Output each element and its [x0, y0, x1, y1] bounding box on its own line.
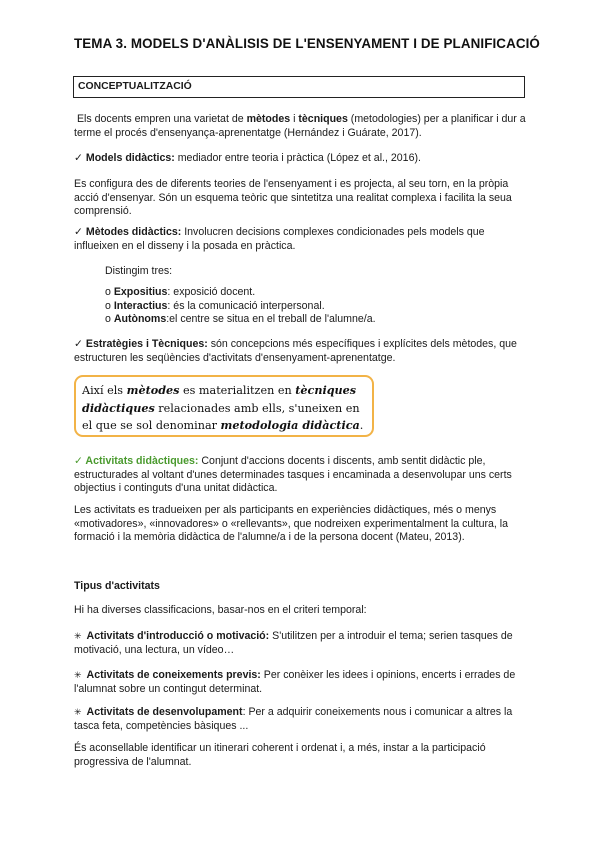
page-title: TEMA 3. MODELS D'ANÀLISIS DE L'ENSENYAMENT I DE PLANIFICACIÓ: [74, 36, 540, 51]
list-item-desc: : exposició docent.: [167, 286, 256, 298]
list-item-name: Autònoms: [113, 313, 167, 326]
callout-text: [82, 382, 372, 435]
callout-text-1: Així els: [82, 384, 127, 397]
distingim-label: Distingim tres:: [105, 265, 173, 277]
tipus-text: S'utilitzen per a introduir el tema; serien tasques de motivació, una lectura, un vídeo…: [74, 630, 513, 656]
tipus-label: Activitats de coneixements previs:: [86, 669, 261, 681]
intro-paragraph: [74, 113, 526, 140]
callout-text-3: relacionades amb ells, s'uneixen en el que se sol denominar: [82, 401, 360, 432]
models-paragraph: [74, 152, 526, 166]
estrategies-label: Estratègies i Tècniques:: [85, 338, 208, 350]
activitats-description: Les activitats es tradueixen per als participants en experiències didàctiques, més o menys «motivadores», «innovadores» o «rellevants», que nodreixen experimentalment la cultura, la formació i la memòria didàctica de l'alumne/a i de la persona docent (Mateu, 2013).: [74, 504, 509, 544]
section-box: [73, 76, 525, 98]
list-bullet: o: [105, 313, 114, 326]
metodes-text: Involucren decisions complexes condicionades pels models que influeixen en el disseny i la posada en pràctica.: [74, 226, 485, 252]
star-bullet-icon: ✳: [74, 670, 82, 680]
check-icon: ✓: [74, 226, 83, 238]
activitats-text: Conjunt d'accions docents i discents, amb sentit didàctic ple, estructurades al voltant d'unes determinades tasques i encaminada a desenvolupar uns certs objectius i continguts d'una unitat didàctica.: [74, 455, 512, 495]
callout-text-4: .: [359, 419, 364, 432]
metodes-label: Mètodes didàctics:: [85, 226, 182, 238]
list-item-name: Interactius: [113, 299, 168, 312]
models-label: Models didàctics:: [85, 152, 175, 164]
callout-bold-metodologia: metodologia didàctica: [220, 418, 360, 432]
list-bullet: o: [105, 286, 114, 298]
section-title: CONCEPTUALITZACIÓ: [78, 81, 192, 92]
intro-text-2: i: [290, 113, 299, 125]
tipus-intro: Hi ha diverses classificacions, basar-nos en el criteri temporal:: [74, 604, 367, 616]
tipus-text: : Per a adquirir coneixements nous i comunicar a altres la tasca feta, competències bàsiques ...: [74, 706, 513, 732]
models-description: Es configura des de diferents teories de l'ensenyament i es projecta, al seu torn, en la pròpia acció d'ensenyar. Són un esquema teòric que sintetitza una realitat complexa i facilita la seua comprensió.: [74, 178, 512, 218]
tipus-heading: Tipus d'activitats: [74, 580, 160, 592]
closing-paragraph: És aconsellable identificar un itinerari coherent i ordenat i, a més, instar a la participació progressiva de l'alumnat.: [74, 742, 486, 768]
tipus-label: Activitats de desenvolupament: [86, 706, 243, 718]
activitats-label: ✓ Activitats didàctiques:: [74, 455, 199, 467]
list-item: [105, 313, 525, 327]
check-icon: ✓: [74, 338, 83, 350]
list-item-desc: : és la comunicació interpersonal.: [167, 299, 325, 312]
tipus-label: Activitats d'introducció o motivació:: [86, 630, 270, 642]
list-bullet: o: [105, 299, 114, 312]
list-item-desc: :el centre se situa en el treball de l'alumne/a.: [166, 313, 376, 326]
callout-text-2: es materialitzen en: [179, 384, 296, 397]
metodes-paragraph: [74, 226, 526, 253]
tipus-item-desenvolupament: [74, 706, 526, 733]
callout-bold-tecniques: tècniques didàctiques: [82, 383, 357, 415]
check-icon: ✓: [74, 152, 83, 164]
intro-text-3: (metodologies) per a planificar i dur a terme el procés d'ensenyança-aprenentatge (Hernández i Guárate, 2017).: [74, 113, 526, 139]
models-text: mediador entre teoria i pràctica (López et al., 2016).: [174, 152, 421, 164]
list-item: [105, 286, 525, 300]
tipus-item-previs: [74, 669, 526, 696]
list-item: [105, 300, 525, 314]
methods-list: [105, 286, 525, 327]
callout-box: [74, 375, 374, 437]
tipus-text: Per conèixer les idees i opinions, encerts i errades de l'alumnat sobre un contingut determinat.: [74, 669, 516, 695]
intro-bold-tecniques: tècniques: [298, 113, 348, 125]
estrategies-text: són concepcions més específiques i explícites dels mètodes, que estructuren les seqüències d'activitats d'ensenyament-aprenentatge.: [74, 338, 517, 364]
callout-bold-metodes: mètodes: [126, 383, 180, 397]
intro-bold-metodes: mètodes: [246, 113, 291, 125]
star-bullet-icon: ✳: [74, 707, 82, 717]
list-item-name: Expositius: [113, 286, 168, 298]
intro-text-1: Els docents empren una varietat de: [76, 113, 247, 125]
tipus-item-introduccio: [74, 630, 526, 657]
estrategies-paragraph: [74, 338, 526, 365]
star-bullet-icon: ✳: [74, 631, 82, 641]
activitats-paragraph: [74, 455, 526, 496]
